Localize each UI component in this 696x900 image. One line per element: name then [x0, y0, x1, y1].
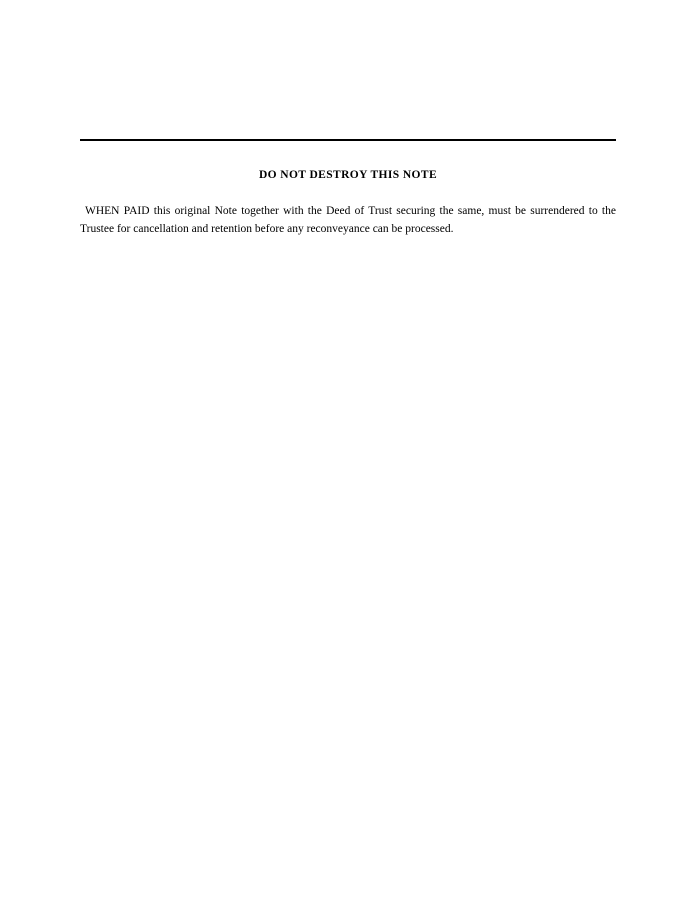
horizontal-rule — [80, 139, 616, 141]
document-paragraph: WHEN PAID this original Note together with the Deed of Trust securing the same, must be surrendered to the Trustee for cancellation and retention before any reconveyance can be processed. — [80, 205, 616, 235]
document-content — [80, 139, 616, 239]
document-heading: DO NOT DESTROY THIS NOTE — [258, 169, 438, 181]
